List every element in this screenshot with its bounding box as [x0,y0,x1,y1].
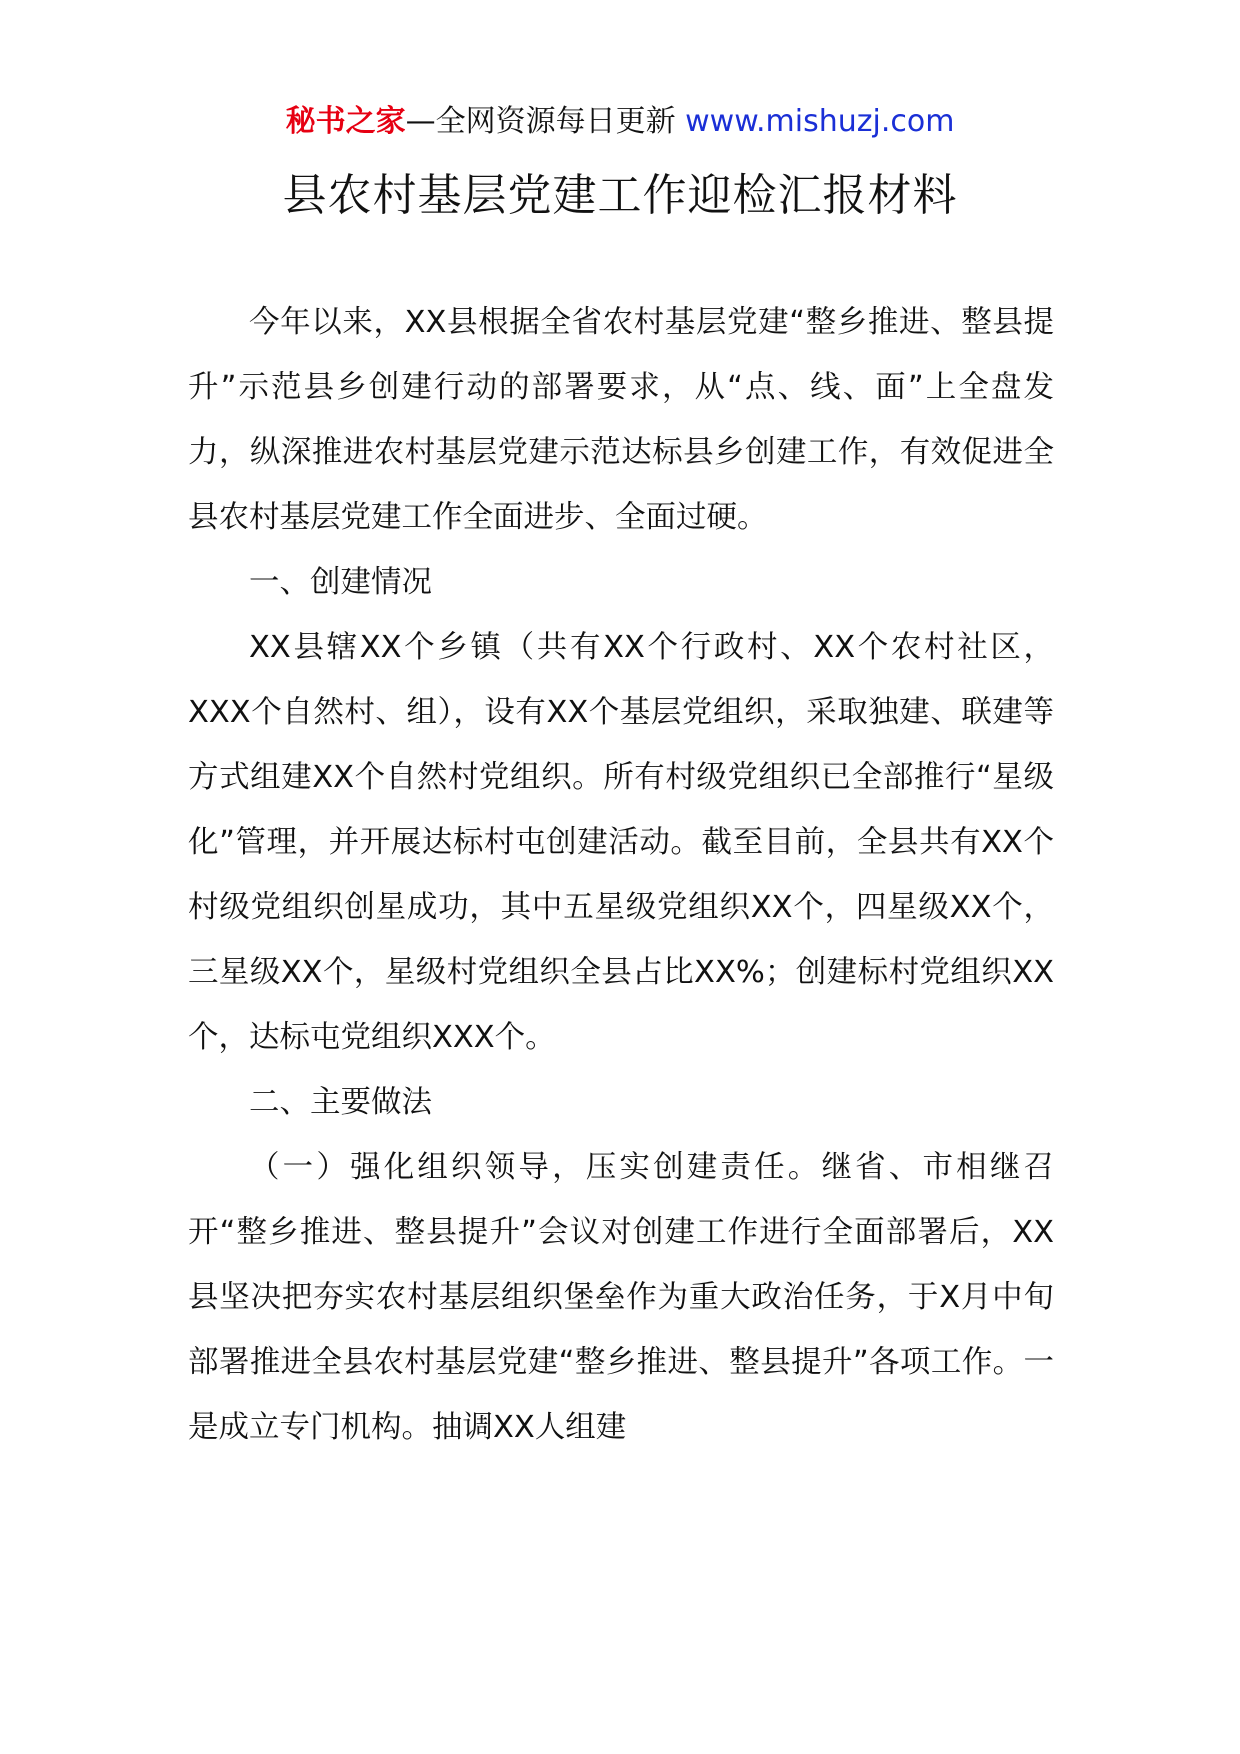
watermark-header [0,102,1240,142]
intro-paragraph: 今年以来，XX县根据全省农村基层党建“整乡推进、整县提升”示范县乡创建行动的部署要求，从“点、线、面”上全盘发力，纵深推进农村基层党建示范达标县乡创建工作，有效促进全县农村基层党建工作全面进步、全面过硬。 [188,305,1054,535]
document-body [188,290,1054,1460]
header-tagline: —全网资源每日更新 [405,104,676,139]
document-title: 县农村基层党建工作迎检汇报材料 [282,170,958,221]
brand-name: 秘书之家 [285,104,406,139]
body-paragraph: （一）强化组织领导，压实创建责任。继省、市相继召开“整乡推进、整县提升”会议对创建工作进行全面部署后，XX县坚决把夯实农村基层组织堡垒作为重大政治任务，于X月中旬部署推进全县农村基层党建“整乡推进、整县提升”各项工作。一是成立专门机构。抽调XX人组建 [188,1150,1054,1445]
site-link[interactable]: www.mishuzj.com [685,104,955,139]
body-paragraph: XX县辖XX个乡镇（共有XX个行政村、XX个农村社区，XXX个自然村、组），设有XX个基层党组织，采取独建、联建等方式组建XX个自然村党组织。所有村级党组织已全部推行“星级化”管理，并开展达标村屯创建活动。截至目前，全县共有XX个村级党组织创星成功，其中五星级党组织XX个，四星级XX个，三星级XX个，星级村党组织全县占比XX%；创建标村党组织XX个，达标屯党组织XXX个。 [188,630,1054,1055]
section-heading-2: 二、主要做法 [249,1085,432,1120]
section-heading-1: 一、创建情况 [249,565,432,600]
